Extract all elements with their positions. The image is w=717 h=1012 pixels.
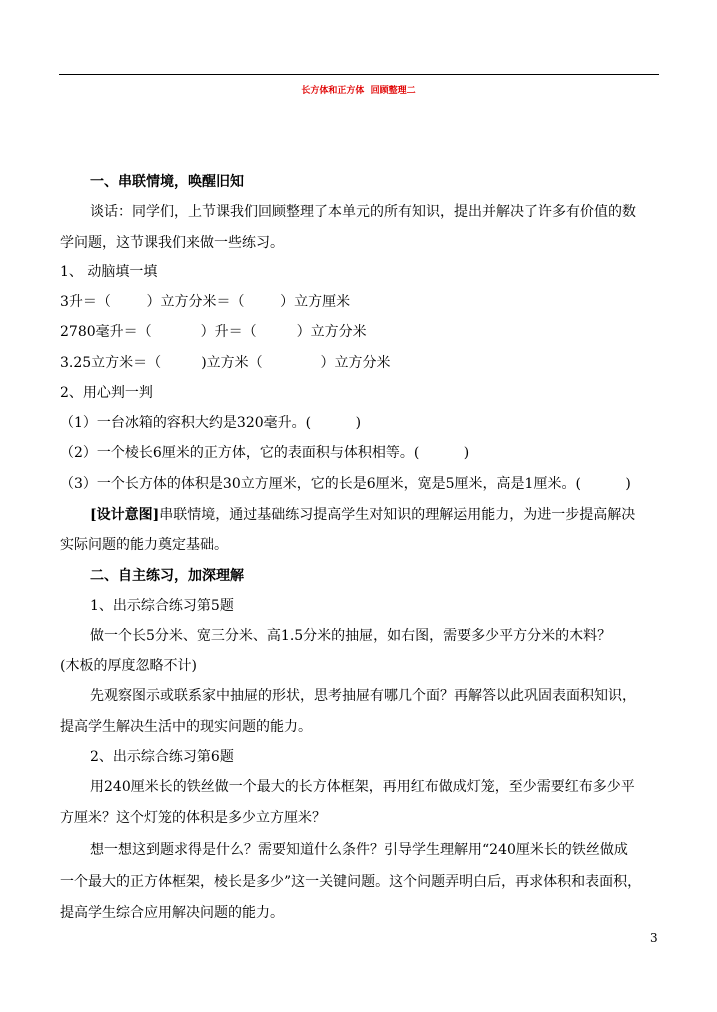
section1-intro-line2: 学问题，这节课我们来做一些练习。 (60, 235, 284, 251)
section1-intro-line1: 谈话：同学们，上节课我们回顾整理了本单元的所有知识，提出并解决了许多有价值的数 (90, 204, 636, 220)
page-number: 3 (650, 931, 658, 945)
judge-title: 2、用心判一判 (60, 385, 153, 401)
exercise1-title: 1、出示综合练习第5题 (90, 598, 234, 614)
exercise1-text-4: 提高学生解决生活中的现实问题的能力。 (60, 719, 312, 735)
section1-heading: 一、串联情境，唤醒旧知 (90, 174, 244, 190)
design-intent-line2: 实际问题的能力奠定基础。 (60, 537, 228, 553)
exercise2-text-4: 一个最大的正方体框架，棱长是多少”这一关键问题。这个问题弄明白后，再求体积和表面积， (60, 874, 642, 890)
exercise2-text-2: 方厘米？这个灯笼的体积是多少立方厘米？ (60, 810, 326, 826)
exercise2-text-1: 用240厘米长的铁丝做一个最大的长方体框架，再用红布做成灯笼，至少需要红布多少平 (90, 779, 635, 795)
design-intent-text: 串联情境，通过基础练习提高学生对知识的理解运用能力，为进一步提高解决 (159, 507, 636, 523)
exercise1-text-3: 先观察图示或联系家中抽屉的形状，思考抽屉有哪几个面？再解答以此巩固表面积知识， (90, 688, 636, 704)
design-intent-tag: [设计意图] (90, 507, 160, 523)
exercise2-text-5: 提高学生综合应用解决问题的能力。 (60, 905, 284, 921)
judge-item-2: （2）一个棱长6厘米的正方体，它的表面积与体积相等。( ) (60, 445, 470, 461)
design-intent-line1 (90, 505, 635, 525)
document-title: 长方体和正方体 回顾整理二 (301, 86, 416, 96)
header-rule (59, 74, 659, 75)
fill-in-item-2: 2780毫升＝（ ）升＝（ ）立方分米 (60, 324, 367, 340)
exercise2-text-3: 想一想这到题求得是什么？需要知道什么条件？引导学生理解用“240厘米长的铁丝做成 (90, 842, 628, 858)
exercise1-text-2: (木板的厚度忽略不计) (60, 658, 197, 674)
judge-item-1: （1）一台冰箱的容积大约是320毫升。( ) (60, 415, 362, 431)
fill-in-title: 1、 动脑填一填 (60, 264, 158, 280)
exercise1-text-1: 做一个长5分米、宽三分米、高1.5分米的抽屉，如右图，需要多少平方分米的木料？ (90, 628, 612, 644)
judge-item-3: （3）一个长方体的体积是30立方厘米，它的长是6厘米，宽是5厘米，高是1厘米。( ) (60, 476, 631, 492)
fill-in-item-3: 3.25立方米＝（ )立方米（ ）立方分米 (60, 355, 391, 371)
exercise2-title: 2、出示综合练习第6题 (90, 749, 234, 765)
section2-heading: 二、自主练习，加深理解 (90, 568, 244, 584)
fill-in-item-1: 3升＝（ ）立方分米＝（ ）立方厘米 (60, 294, 351, 310)
